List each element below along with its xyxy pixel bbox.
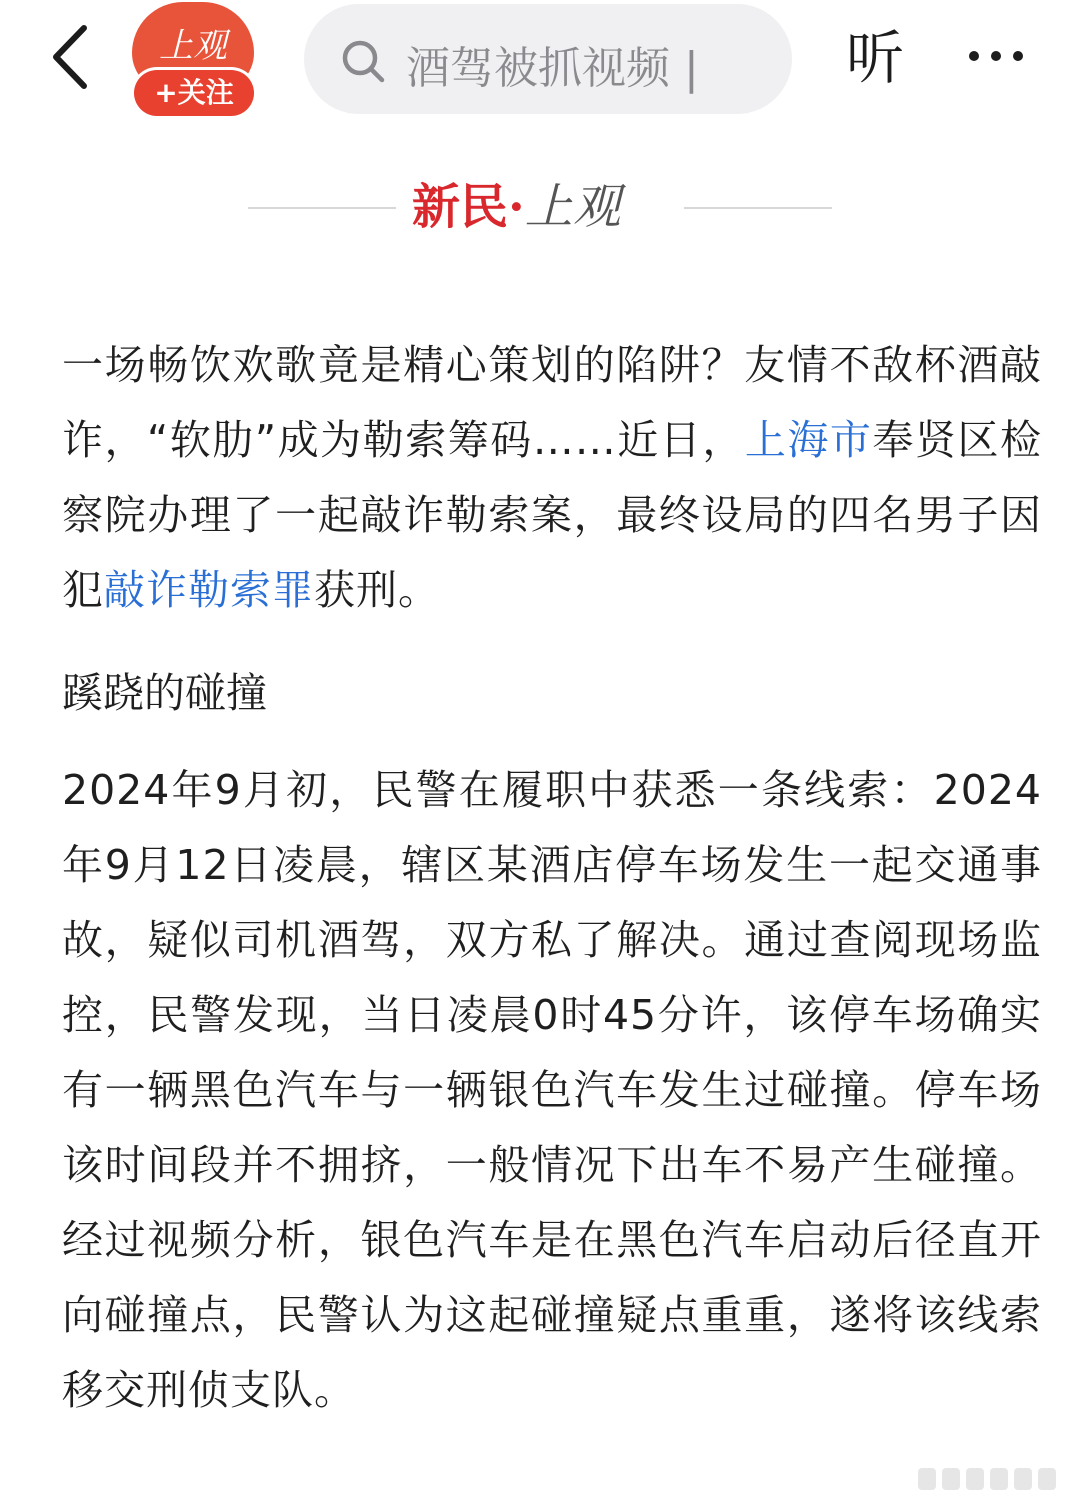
listen-button[interactable]: 听 [846, 24, 905, 92]
intro-text-start: 一场畅饮欢歌竟是精心策划的陷阱？友情不敌杯酒敲诈，“软肋”成为勒索筹码……近日， [62, 341, 1042, 464]
avatar-label: 上观 [159, 26, 227, 66]
brand-logo [412, 172, 674, 242]
follow-button[interactable]: +关注 [134, 70, 254, 116]
intro-paragraph [62, 328, 1042, 628]
back-button[interactable] [40, 22, 100, 92]
reading-progress-indicator [914, 1460, 1062, 1496]
chevron-left-icon [40, 22, 100, 92]
section-heading: 蹊跷的碰撞 [62, 669, 267, 717]
brand-name-part2: 上观 [524, 179, 621, 235]
more-horizontal-icon [966, 36, 1026, 76]
intro-text-middle: 奉贤区检察院办理了一起敲诈勒索案，最终设局的四名男子因犯 [62, 416, 1043, 614]
more-button[interactable] [966, 36, 1026, 76]
article-body [62, 328, 1042, 1428]
link-extortion-crime[interactable]: 敲诈勒索罪 [104, 566, 314, 614]
source-brand-header [0, 160, 1080, 250]
link-shanghai[interactable]: 上海市 [744, 416, 873, 464]
brand-name-part1: 新民 [412, 179, 509, 235]
search-placeholder: 酒驾被抓视频 | [406, 43, 699, 94]
divider-right [684, 207, 832, 209]
progress-bars-icon [914, 1460, 1062, 1496]
search-input[interactable] [304, 4, 792, 114]
brand-dot: · [508, 179, 525, 235]
search-icon [340, 38, 386, 84]
divider-left [248, 207, 396, 209]
intro-text-end: 获刑。 [314, 566, 440, 614]
top-navigation-bar [0, 0, 1080, 120]
body-paragraph: 2024年9月初，民警在履职中获悉一条线索：2024年9月12日凌晨，辖区某酒店停车场发生一起交通事故，疑似司机酒驾，双方私了解决。通过查阅现场监控，民警发现，当日凌晨0时45分许，该停车场确实有一辆黑色汽车与一辆银色汽车发生过碰撞。停车场该时间段并不拥挤，一般情况下出车不易产生碰撞。经过视频分析，银色汽车是在黑色汽车启动后径直开向碰撞点，民警认为这起碰撞疑点重重，遂将该线索移交刑侦支队。 [62, 766, 1042, 1414]
